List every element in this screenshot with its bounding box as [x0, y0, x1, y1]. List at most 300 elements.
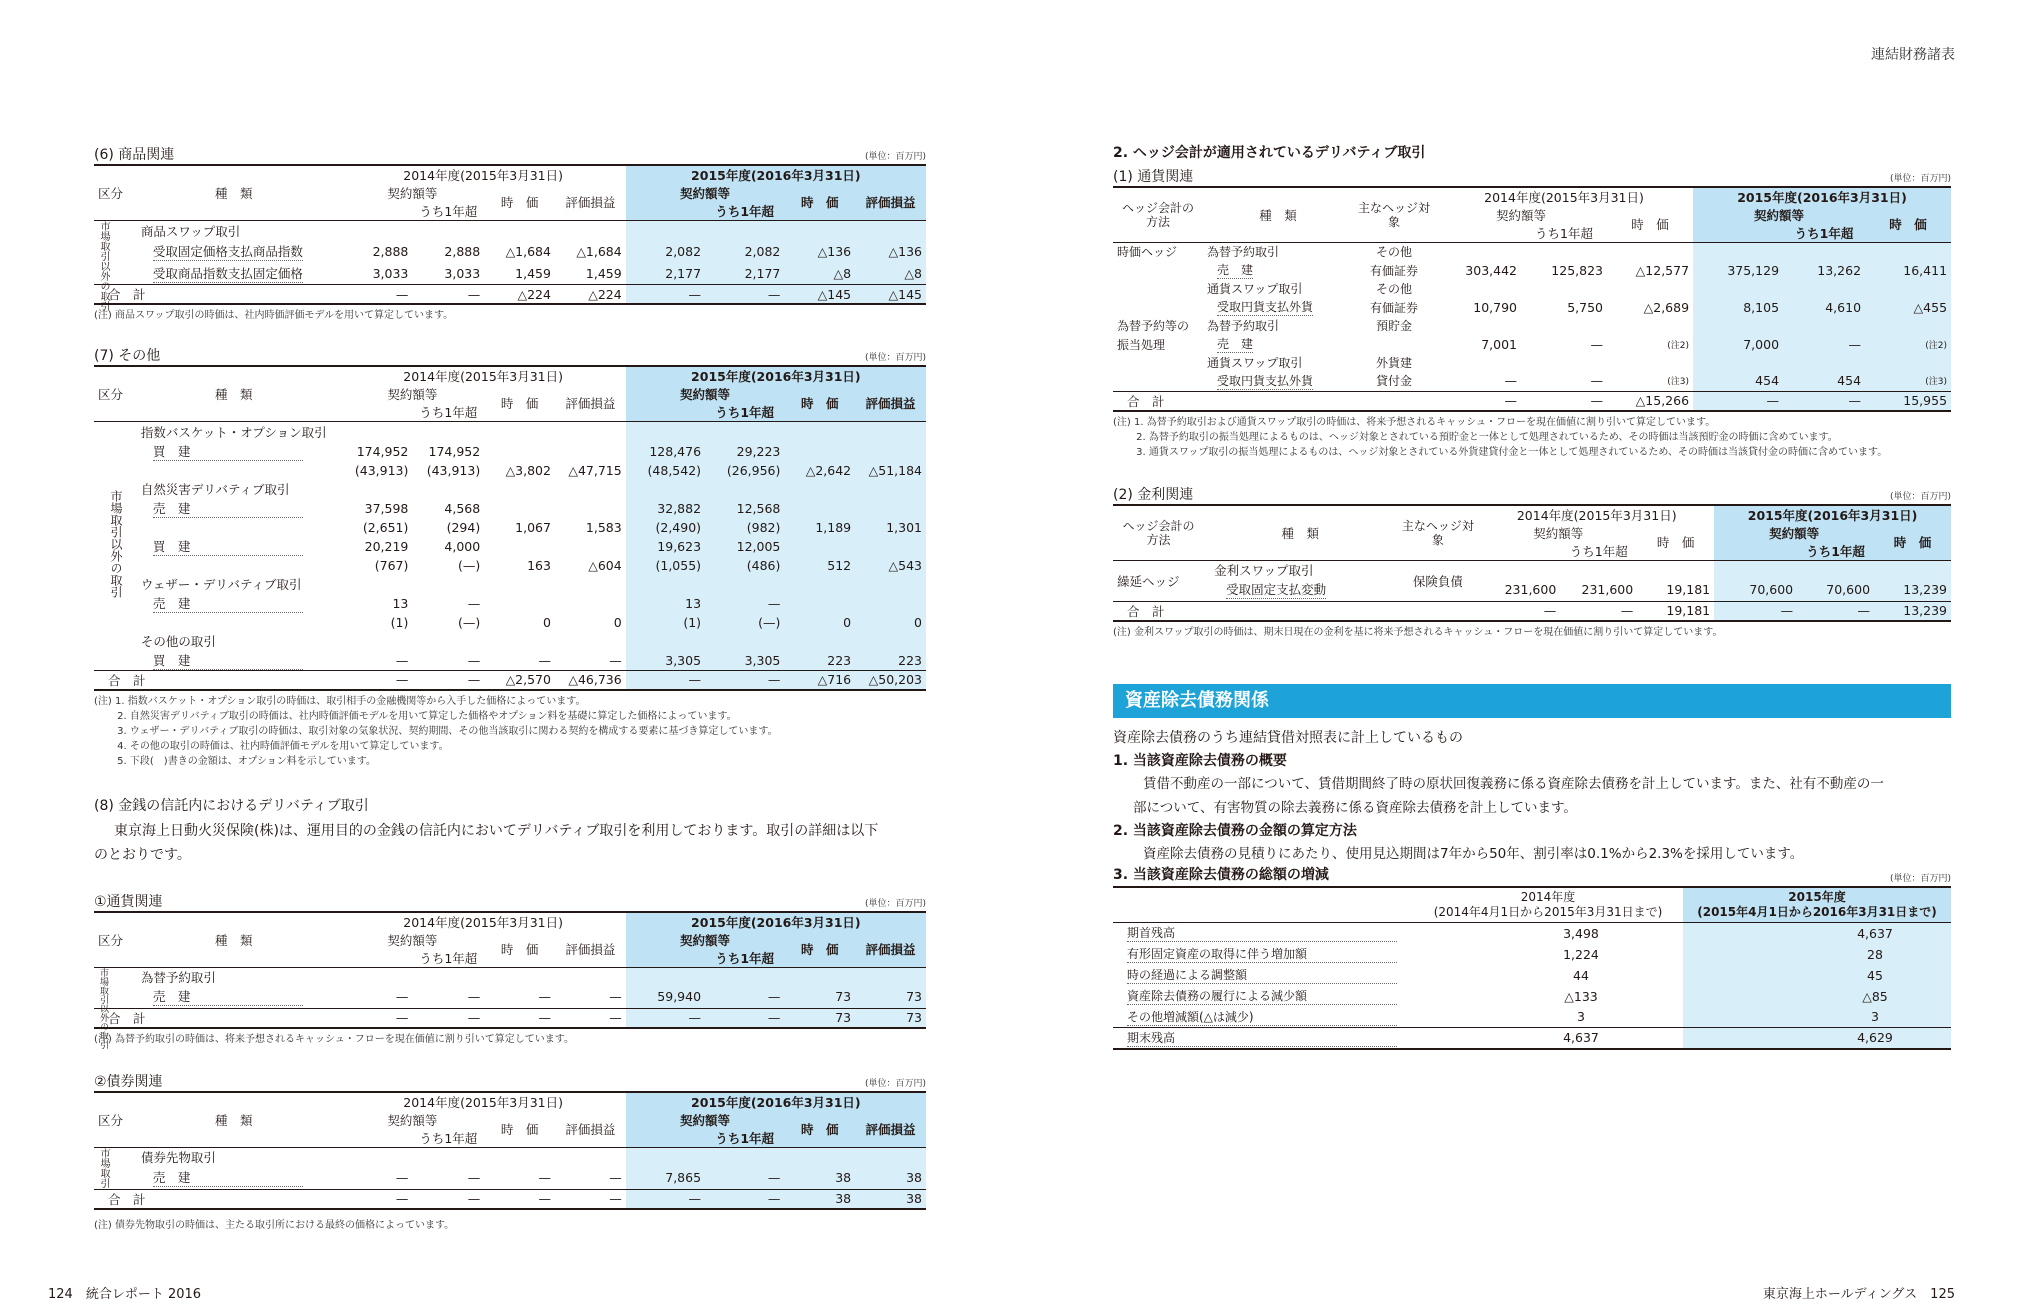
row-label: 売 建	[153, 594, 303, 613]
note-line: 5. 下段( )書きの金額は、オプション料を示しています。	[94, 755, 377, 767]
cell: 12,005	[705, 537, 784, 556]
header-hedged-item: 主なヘッジ対象	[1353, 187, 1435, 243]
cell: 128,476	[626, 442, 705, 461]
header-jika: 時 価	[1656, 534, 1695, 550]
cell: △3,802	[505, 462, 551, 478]
cell: 375,129	[1693, 260, 1783, 280]
row-hedged-item: その他	[1375, 282, 1412, 296]
unit-label: (単位：百万円)	[1889, 873, 1951, 884]
table-row	[94, 480, 926, 499]
header-keiyaku: 契約額等	[1533, 525, 1584, 541]
row-label: 受取円貨支払外貨	[1217, 300, 1314, 314]
cell	[555, 537, 626, 556]
row-hedged-item: 保険負債	[1396, 560, 1479, 601]
row-label-cell	[1203, 317, 1353, 334]
cell	[484, 422, 555, 442]
cell	[784, 537, 855, 556]
header-uchi: うち1年超	[419, 1130, 478, 1146]
cell	[855, 537, 926, 556]
header-jika: 時 価	[1865, 206, 1951, 243]
cell: △8	[784, 263, 855, 285]
cell: —	[1797, 601, 1874, 621]
table-row	[94, 518, 926, 537]
header-keiyaku: 契約額等	[626, 1111, 785, 1129]
header-uchi: うち1年超	[1535, 226, 1593, 241]
total-row	[1113, 1028, 1951, 1049]
cell: △604	[588, 557, 622, 573]
cell	[1693, 243, 1783, 261]
cell	[1521, 317, 1607, 334]
unit-label: (単位：百万円)	[864, 898, 926, 909]
row-label-cell	[1113, 1007, 1413, 1028]
total-label-cell	[1113, 1028, 1413, 1049]
cell: —	[538, 1170, 551, 1186]
cell	[1783, 280, 1865, 297]
header-jika: 時 価	[500, 195, 539, 210]
other-table	[94, 365, 926, 691]
cell	[484, 594, 555, 613]
cell: 1,189	[784, 518, 855, 537]
cell	[1607, 280, 1693, 297]
section-title: (1) 通貨関連	[1113, 169, 1194, 185]
cell: 454	[1693, 371, 1783, 391]
aro-heading-2: 2. 当該資産除去債務の金額の算定方法	[1113, 822, 1357, 839]
cell	[1435, 317, 1521, 334]
header-2015: 2015年度(2016年3月31日)	[1693, 187, 1951, 206]
cell: —	[626, 1189, 705, 1209]
table-notes	[94, 694, 926, 769]
cell: 28	[1683, 944, 1951, 965]
cell	[855, 480, 926, 499]
section-title: (2) 金利関連	[1113, 486, 1194, 503]
total-row	[94, 1008, 926, 1028]
note-line: (注) 1. 指数バスケット・オプション取引の時価は、取引相手の金融機関等から入手した価格によっています。	[94, 695, 586, 707]
cell	[1521, 280, 1607, 297]
header-keiyaku: 契約額等	[1714, 524, 1874, 542]
left-column	[94, 138, 926, 1233]
cell	[484, 442, 555, 461]
cell: 19,181	[1637, 601, 1714, 621]
hedge-interest-table	[1113, 504, 1951, 622]
header-hyouka: 評価損益	[855, 1111, 926, 1148]
cell: 3,033	[444, 265, 481, 281]
cell	[784, 499, 855, 518]
cell: (2,651)	[362, 519, 409, 535]
row-hedge-method: 為替予約等の	[1117, 319, 1190, 333]
row-label-cell	[137, 594, 341, 613]
header-shurui: 種 類	[1204, 505, 1396, 561]
header-shurui: 種 類	[215, 1112, 253, 1128]
bond-trust-table	[94, 1091, 926, 1210]
cell: 38	[855, 1189, 926, 1209]
section-bond-trust	[94, 1069, 926, 1233]
row-hedge-method	[1113, 371, 1203, 391]
header-hedge-method: ヘッジ会計の方法	[1113, 505, 1204, 561]
table-row	[94, 986, 926, 1008]
cell	[484, 537, 555, 556]
row-hedged-item	[1353, 334, 1435, 354]
cell: 4,637	[1413, 1028, 1683, 1049]
aro-body-2: 資産除去債務の見積りにあたり、使用見込期間は7年から50年、割引率は0.1%から2.3%を採用しています。	[1143, 845, 1804, 862]
header-uchi: うち1年超	[705, 949, 784, 968]
cell: 454	[1783, 371, 1865, 391]
total-label: 合 計	[1113, 601, 1479, 621]
table-row	[1113, 317, 1951, 334]
header-kubun: 区分	[98, 186, 124, 201]
cell: △15,266	[1607, 391, 1693, 411]
table-row	[94, 499, 926, 518]
row-label: 買 建	[153, 537, 303, 556]
cell: △145	[784, 285, 855, 305]
header-hedged-item: 主なヘッジ対象	[1396, 505, 1479, 561]
cell: 13,262	[1783, 260, 1865, 280]
cell: △46,736	[555, 670, 626, 690]
cell	[1783, 354, 1865, 371]
row-label-cell	[1113, 986, 1413, 1007]
cell	[705, 632, 784, 651]
cell: —	[412, 285, 484, 305]
note-line: 4. その他の取引の時価は、社内時価評価モデルを用いて算定しています。	[94, 740, 449, 752]
cell: 4,629	[1683, 1028, 1951, 1049]
table-row	[1113, 965, 1951, 986]
row-hedge-method	[1113, 354, 1203, 371]
header-keiyaku: 契約額等	[387, 186, 438, 201]
header-2014: 2014年度(2015年3月31日)	[341, 366, 626, 385]
total-row	[1113, 391, 1951, 411]
header-uchi: うち1年超	[705, 1129, 784, 1148]
cell: 163	[527, 557, 551, 573]
row-hedged-item: 有価証券	[1369, 300, 1418, 315]
cell: —	[484, 1008, 555, 1028]
row-group-label: 為替予約取引	[137, 967, 341, 986]
header-hyouka: 評価損益	[565, 941, 616, 957]
cell: 2,177	[626, 263, 705, 285]
cell: 38	[855, 1167, 926, 1189]
cell: △145	[855, 285, 926, 305]
cell: 3,305	[705, 651, 784, 671]
table-note	[94, 1218, 926, 1233]
footer-left: 124 統合レポート 2016	[48, 1287, 202, 1302]
header-uchi: うち1年超	[419, 950, 478, 966]
table-note	[1113, 625, 1951, 640]
cell: 0	[613, 614, 622, 630]
cell	[1435, 354, 1521, 371]
header-2014: 2014年度(2015年3月31日)	[1479, 505, 1714, 524]
commodity-table	[94, 164, 926, 311]
table-row	[1113, 280, 1951, 297]
cell: 16,411	[1865, 260, 1951, 280]
cell	[1783, 243, 1865, 261]
cell: 2,888	[444, 244, 481, 259]
header-hyouka: 評価損益	[855, 184, 926, 221]
row-group-label: 金利スワップ取引	[1204, 560, 1396, 579]
cell: 73	[784, 986, 855, 1008]
header-2014: 2014年度(2015年3月31日)	[341, 165, 626, 184]
row-label-cell	[137, 632, 341, 651]
cell: 10,790	[1473, 299, 1517, 315]
row-hedge-method	[1113, 260, 1203, 280]
cell	[1521, 243, 1607, 261]
cell: —	[609, 1170, 622, 1186]
header-hyouka: 評価損益	[855, 385, 926, 422]
cell: —	[609, 652, 622, 668]
cell: —	[705, 670, 784, 690]
cell: —	[1783, 391, 1865, 411]
row-label-cell	[137, 422, 341, 442]
section-other	[94, 343, 926, 769]
cell	[1607, 243, 1693, 261]
cell: 231,600	[1581, 582, 1634, 598]
row-label-cell	[1203, 297, 1353, 317]
row-label-cell	[137, 613, 341, 632]
cell	[626, 575, 705, 594]
cell	[784, 480, 855, 499]
section-body	[94, 819, 926, 867]
header-uchi: うち1年超	[1783, 224, 1865, 243]
cell: 3,305	[626, 651, 705, 671]
header-keiyaku: 契約額等	[387, 932, 438, 948]
header-2015: 2015年度(2016年3月31日)	[626, 1092, 926, 1111]
section-title: ②債券関連	[94, 1073, 163, 1090]
cell	[484, 480, 555, 499]
cell: 12,568	[705, 499, 784, 518]
row-hedge-method: 時価ヘッジ	[1113, 243, 1203, 261]
cell: 44	[1573, 967, 1589, 983]
cell: —	[1590, 336, 1603, 352]
header-hyouka: 評価損益	[565, 195, 616, 210]
cell: —	[412, 1008, 484, 1028]
row-category-label: 市場取引以外の取引	[98, 967, 108, 1049]
note-line: (注) 債券先物取引の時価は、主たる取引所における最終の価格によっています。	[94, 1219, 455, 1231]
header-fy2015: 2015年度	[1788, 889, 1846, 904]
cell: 1,459	[585, 265, 622, 281]
cell: 4,610	[1783, 297, 1865, 317]
row-label: 有形固定資産の取得に伴う増加額	[1127, 945, 1397, 963]
row-label: 売 建	[153, 1168, 303, 1187]
note-line: (注) 金利スワップ取引の時価は、期末日現在の金利を基に将来予想されるキャッシュ・フローを現在価値に割り引いて算定しています。	[1113, 626, 1723, 638]
cell: 4,568	[444, 500, 481, 516]
row-group-label: 商品スワップ取引	[137, 221, 341, 241]
cell: —	[341, 1008, 413, 1028]
header-hyouka: 評価損益	[565, 1121, 616, 1137]
cell: 7,865	[626, 1167, 705, 1189]
cell	[555, 442, 626, 461]
note-line: 3. ウェザー・デリバティブ取引の時価は、取引対象の気象状況、契約期間、その他当該取引に関わる契約を構成する要素に基づき算定しています。	[94, 725, 778, 737]
cell	[555, 575, 626, 594]
cell	[784, 442, 855, 461]
table-row	[1113, 371, 1951, 391]
aro-body-1	[1113, 772, 1951, 820]
cell	[626, 422, 705, 442]
row-label-cell	[137, 651, 341, 671]
row-label: 期首残高	[1127, 924, 1397, 942]
cell: —	[1783, 334, 1865, 354]
cell	[705, 422, 784, 442]
header-uchi: うち1年超	[705, 202, 784, 221]
aro-table	[1113, 886, 1951, 1050]
note-line: 2. 自然災害デリバティブ取引の時価は、社内時価評価モデルを用いて算定した価格やオプション料を基礎に算定した価格によっています。	[94, 710, 737, 722]
body-line: 部について、有害物質の除去義務に係る資産除去債務を計上しています。	[1133, 799, 1577, 816]
cell: (294)	[446, 519, 481, 535]
header-2015: 2015年度(2016年3月31日)	[626, 366, 926, 385]
cell: 1,301	[855, 518, 926, 537]
cell	[555, 480, 626, 499]
row-label: 受取円貨支払外貨	[1217, 373, 1314, 388]
cell: —	[705, 986, 784, 1008]
row-category-label: 市場取引	[98, 1147, 109, 1188]
cell: 13,239	[1874, 601, 1951, 621]
cell	[855, 442, 926, 461]
header-keiyaku: 契約額等	[626, 184, 785, 202]
cell: —	[705, 1008, 784, 1028]
row-label: 通貨スワップ取引	[1207, 356, 1303, 370]
header-kubun: 区分	[98, 1112, 124, 1128]
row-label: 資産除去債務の履行による減少額	[1127, 987, 1397, 1005]
cell: —	[705, 594, 784, 613]
cell: △2,642	[784, 461, 855, 480]
section-currency-trust	[94, 889, 926, 1047]
row-label: 為替予約取引	[1207, 245, 1280, 259]
cell	[855, 594, 926, 613]
aro-band-title: 資産除去債務関係	[1113, 684, 1951, 718]
header-kubun: 区分	[98, 932, 124, 948]
header-shurui: 種 類	[215, 932, 253, 948]
row-category-label: 市場取引以外の取引	[98, 221, 109, 311]
header-2015: 2015年度(2016年3月31日)	[626, 165, 926, 184]
cell	[855, 499, 926, 518]
cell	[784, 422, 855, 442]
cell: —	[1560, 601, 1637, 621]
cell	[1865, 317, 1951, 334]
cell: —	[341, 670, 413, 690]
cell: —	[1479, 601, 1560, 621]
cell	[1435, 280, 1521, 297]
unit-label: (単位：百万円)	[1889, 174, 1951, 184]
row-label: 買 建	[153, 442, 303, 461]
cell: 15,955	[1865, 391, 1951, 411]
cell	[1607, 354, 1693, 371]
cell: (26,956)	[705, 461, 784, 480]
cell: 3,498	[1413, 923, 1683, 944]
table-row	[1113, 334, 1951, 354]
cell: —	[395, 652, 409, 668]
aro-heading-1: 1. 当該資産除去債務の概要	[1113, 752, 1287, 769]
cell	[626, 480, 705, 499]
table-row	[1113, 944, 1951, 965]
total-row	[94, 670, 926, 690]
cell: △12,577	[1635, 262, 1690, 278]
header-2015: 2015年度(2016年3月31日)	[626, 912, 926, 931]
cell: 3	[1683, 1007, 1951, 1028]
cell: —	[467, 1170, 481, 1186]
table-row	[1113, 986, 1951, 1007]
row-label-cell	[1203, 243, 1353, 261]
cell: —	[626, 285, 705, 305]
cell: (—)	[457, 557, 481, 573]
header-2014: 2014年度(2015年3月31日)	[341, 1092, 626, 1111]
cell: 4,637	[1683, 923, 1951, 944]
cell: 59,940	[626, 986, 705, 1008]
row-hedged-item: その他	[1353, 243, 1435, 261]
cell	[784, 632, 855, 651]
row-label: 売 建	[153, 987, 303, 1006]
row-label-cell	[1113, 923, 1413, 944]
cell	[484, 499, 555, 518]
cell	[484, 575, 555, 594]
cell: 73	[784, 1008, 855, 1028]
cell: —	[538, 989, 551, 1005]
cell: 38	[784, 1167, 855, 1189]
unit-label: (単位：百万円)	[1889, 491, 1951, 502]
aro-heading-3: 3. 当該資産除去債務の総額の増減	[1113, 866, 1329, 883]
row-label-cell	[1113, 965, 1413, 986]
table-row	[94, 241, 926, 263]
header-uchi: うち1年超	[705, 403, 784, 422]
row-hedge-method	[1113, 280, 1203, 297]
row-label-cell	[137, 480, 341, 499]
cell: 512	[784, 556, 855, 575]
cell: 174,952	[356, 443, 409, 459]
header-jika: 時 価	[500, 941, 539, 957]
table-row	[94, 632, 926, 651]
row-hedged-item: 外貨建	[1375, 356, 1412, 370]
cell	[1693, 354, 1783, 371]
header-jika: 時 価	[784, 184, 855, 221]
cell: 13	[392, 595, 409, 611]
cell: (48,542)	[626, 461, 705, 480]
header-shurui: 種 類	[215, 186, 253, 201]
cell: △224	[484, 285, 555, 305]
total-label: 合 計	[94, 670, 341, 690]
table-row	[1113, 297, 1951, 317]
cell: 1,583	[585, 519, 622, 535]
right-column	[1113, 138, 1951, 1050]
row-group-label: 債券先物取引	[137, 1147, 341, 1167]
table-note	[94, 1032, 926, 1047]
note-line: (注) 1. 為替予約取引および通貨スワップ取引の時価は、将来予想されるキャッシュ・フローを現在価値に割り引いて算定しています。	[1113, 416, 1716, 428]
row-label: 受取固定支払変動	[1226, 582, 1327, 598]
row-hedge-method: 振当処理	[1117, 337, 1166, 352]
hedge-currency-table	[1113, 186, 1951, 412]
cell: 7,000	[1693, 334, 1783, 354]
note-line: (注) 商品スワップ取引の時価は、社内時価評価モデルを用いて算定しています。	[94, 310, 454, 321]
row-label: 売 建	[1217, 263, 1254, 277]
table-row	[94, 461, 926, 480]
cell	[412, 422, 484, 442]
cell: —	[538, 652, 551, 668]
row-label: 為替予約取引	[1207, 319, 1280, 333]
unit-label: (単位：百万円)	[864, 1078, 926, 1089]
cell: 1,224	[1563, 946, 1599, 962]
header-jika: 時 価	[500, 396, 539, 411]
table-row	[1113, 243, 1951, 261]
cell: (注2)	[1667, 340, 1690, 351]
header-2014: 2014年度(2015年3月31日)	[341, 912, 626, 931]
row-label-cell	[137, 461, 341, 480]
cell: 20,219	[364, 538, 409, 554]
header-uchi: うち1年超	[419, 204, 478, 219]
header-keiyaku: 契約額等	[1693, 206, 1865, 224]
cell: —	[412, 670, 484, 690]
cell: —	[609, 989, 622, 1005]
table-row	[94, 556, 926, 575]
cell: △1,684	[576, 244, 622, 259]
row-label-cell	[1203, 260, 1353, 280]
cell: —	[467, 595, 481, 611]
header-2014: 2014年度(2015年3月31日)	[1435, 187, 1693, 206]
cell	[1521, 354, 1607, 371]
cell: —	[555, 1008, 626, 1028]
